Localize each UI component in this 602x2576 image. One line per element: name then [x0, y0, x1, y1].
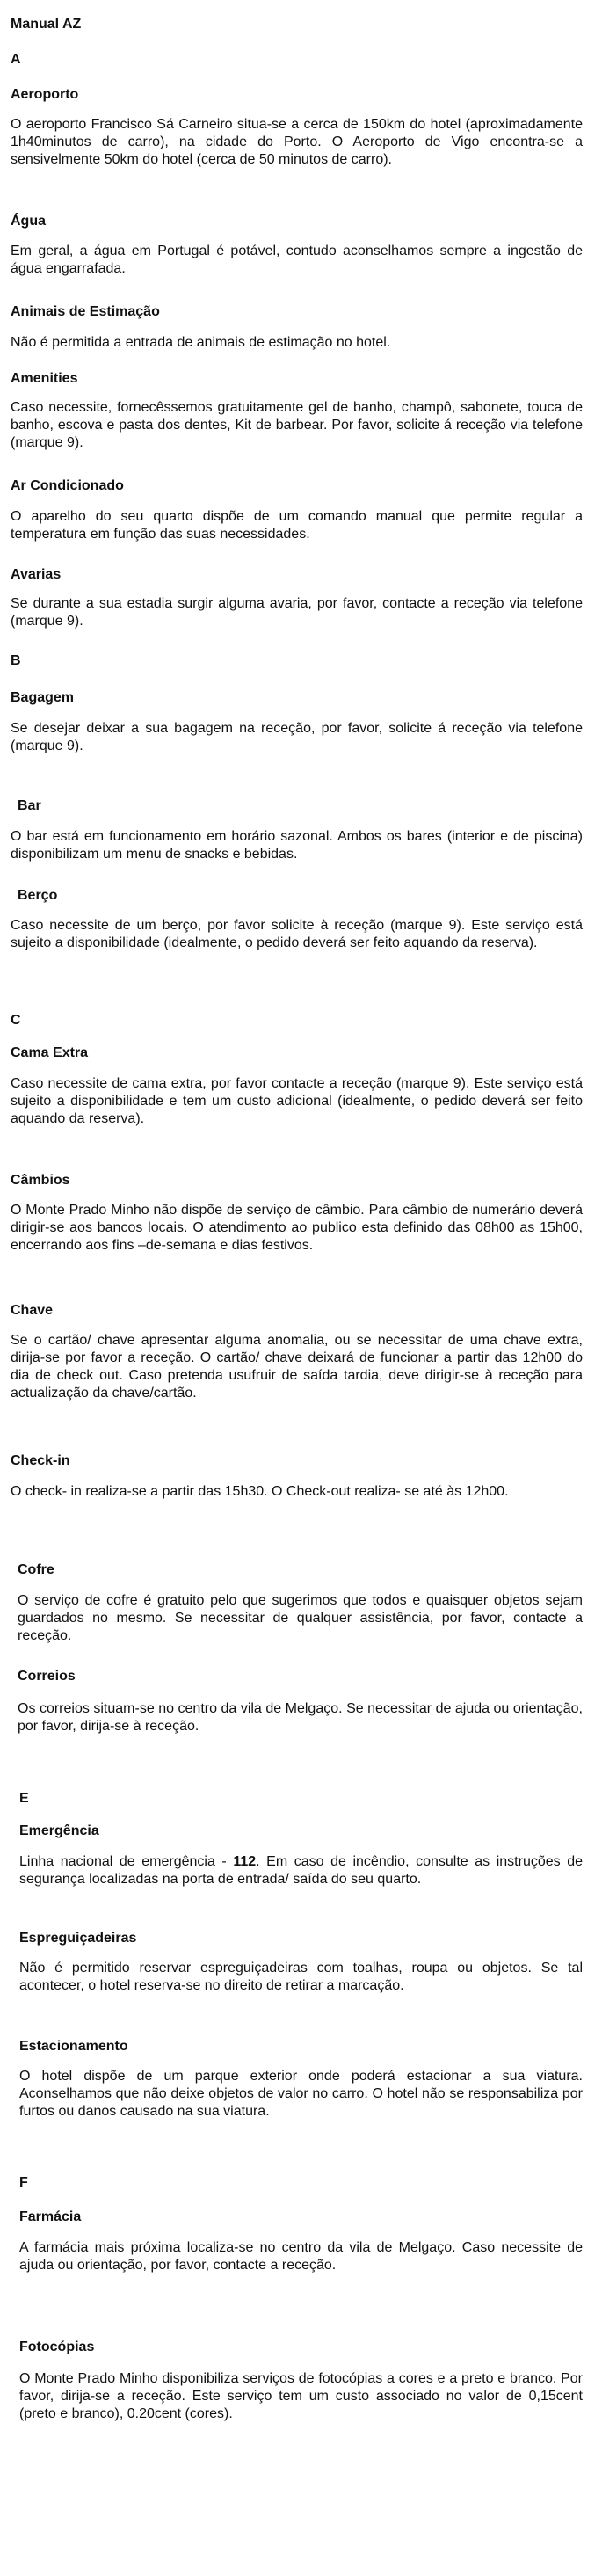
entry-heading-bar: Bar [18, 798, 41, 813]
entry-heading-chave: Chave [11, 1303, 54, 1318]
entry-heading-ar-condicionado: Ar Condicionado [11, 478, 124, 493]
entry-body-chave: Se o cartão/ chave apresentar alguma anomalia, ou se necessitar de uma chave extra, dirija-se por favor a receção. O cartão/ chave deixará de funcionar a partir das 12h00 do dia de check out. Caso pretenda usufruir de saída tardia, deve dirigir-se à receção para actualização da chave/cartão. [11, 1333, 583, 1401]
entry-body-check-in: O check- in realiza-se a partir das 15h30. O Check-out realiza- se até às 12h00. [11, 1484, 509, 1499]
entry-heading-cofre: Cofre [18, 1562, 54, 1577]
entry-body-agua: Em geral, a água em Portugal é potável, contudo aconselhamos sempre a ingestão de água engarrafada. [11, 244, 583, 276]
entry-heading-check-in: Check-in [11, 1453, 70, 1468]
entry-body-berco: Caso necessite de um berço, por favor solicite à receção (marque 9). Este serviço está sujeito a disponibilidade (idealmente, o pedido deverá ser feito aquando da reserva). [11, 918, 583, 950]
document-title: Manual AZ [11, 17, 82, 32]
entry-body-correios: Os correios situam-se no centro da vila de Melgaço. Se necessitar de ajuda ou orientação, por favor, dirija-se à receção. [18, 1701, 583, 1734]
entry-heading-correios: Correios [18, 1669, 76, 1684]
section-letter-e: E [19, 1791, 29, 1806]
entry-body-cambios: O Monte Prado Minho não dispõe de serviço de câmbio. Para câmbio de numerário deverá dirigir-se aos bancos locais. O atendimento ao publico esta definido das 08h00 as 15h00, encerrando aos fins –de-semana e dias festivos. [11, 1203, 583, 1253]
entry-body-espreguicadeiras: Não é permitido reservar espreguiçadeiras com toalhas, roupa ou objetos. Se tal acontecer, o hotel reserva-se no direito de retirar a marcação. [19, 1961, 583, 1993]
emergency-text-post: . Em caso de incêndio, consulte as instruções de segurança localizadas na porta de entrada/ saída do seu quarto. [19, 1854, 583, 1887]
entry-body-cama-extra: Caso necessite de cama extra, por favor contacte a receção (marque 9). Este serviço está sujeito a disponibilidade e tem um custo adicional (idealmente, o pedido deverá ser feito aquando da reserva). [11, 1076, 583, 1126]
entry-body-animais: Não é permitida a entrada de animais de estimação no hotel. [11, 335, 391, 350]
emergency-text-pre: Linha nacional de emergência - [19, 1854, 234, 1869]
entry-heading-bagagem: Bagagem [11, 690, 75, 705]
entry-heading-animais: Animais de Estimação [11, 304, 160, 319]
entry-heading-emergencia: Emergência [19, 1823, 99, 1838]
entry-body-ar-condicionado: O aparelho do seu quarto dispõe de um comando manual que permite regular a temperatura em função das suas necessidades. [11, 509, 583, 542]
entry-heading-agua: Água [11, 214, 46, 229]
entry-heading-cama-extra: Cama Extra [11, 1045, 89, 1060]
section-letter-b: B [11, 653, 21, 668]
entry-heading-farmacia: Farmácia [19, 2209, 82, 2224]
entry-body-cofre: O serviço de cofre é gratuito pelo que sugerimos que todos e quaisquer objetos sejam guardados no mesmo. Se necessitar de qualquer assistência, por favor, contacte a receção. [18, 1593, 583, 1643]
entry-body-bagagem: Se desejar deixar a sua bagagem na receção, por favor, solicite á receção via telefone (marque 9). [11, 721, 583, 753]
entry-heading-cambios: Câmbios [11, 1173, 70, 1188]
entry-heading-aeroporto: Aeroporto [11, 87, 79, 102]
entry-heading-berco: Berço [18, 888, 58, 903]
entry-body-emergencia [19, 1853, 583, 1888]
entry-body-farmacia: A farmácia mais próxima localiza-se no centro da vila de Melgaço. Caso necessite de ajuda ou orientação, por favor, contacte a receção. [19, 2240, 583, 2273]
entry-body-avarias: Se durante a sua estadia surgir alguma avaria, por favor, contacte a receção via telefone (marque 9). [11, 596, 583, 629]
section-letter-c: C [11, 1013, 21, 1028]
entry-body-estacionamento: O hotel dispõe de um parque exterior onde poderá estacionar a sua viatura. Aconselhamos que não deixe objetos de valor no carro. O hotel não se responsabiliza por furtos ou danos causado na sua viatura. [19, 2069, 583, 2119]
emergency-number: 112 [233, 1854, 257, 1869]
entry-body-fotocopias: O Monte Prado Minho disponibiliza serviços de fotocópias a cores e a preto e branco. Por favor, dirija-se a receção. Este serviço tem um custo associado no valor de 0,15cent (preto e branco), 0.20cent (cores). [19, 2371, 583, 2421]
entry-heading-avarias: Avarias [11, 567, 62, 582]
section-letter-a: A [11, 52, 21, 67]
section-letter-f: F [19, 2175, 28, 2190]
entry-heading-amenities: Amenities [11, 371, 78, 386]
entry-body-amenities: Caso necessite, fornecêssemos gratuitamente gel de banho, champô, sabonete, touca de banho, escova e pasta dos dentes, Kit de barbear. Por favor, solicite á receção via telefone (marque 9). [11, 400, 583, 450]
entry-body-bar: O bar está em funcionamento em horário sazonal. Ambos os bares (interior e de piscina) disponibilizam um menu de snacks e bebidas. [11, 829, 583, 862]
entry-heading-espreguicadeiras: Espreguiçadeiras [19, 1931, 137, 1946]
entry-heading-estacionamento: Estacionamento [19, 2039, 128, 2054]
entry-body-aeroporto: O aeroporto Francisco Sá Carneiro situa-se a cerca de 150km do hotel (aproximadamente 1h40minutos de carro), na cidade do Porto. O Aeroporto de Vigo encontra-se a sensivelmente 50km do hotel (cerca de 50 minutos de carro). [11, 117, 583, 167]
entry-heading-fotocopias: Fotocópias [19, 2340, 95, 2354]
